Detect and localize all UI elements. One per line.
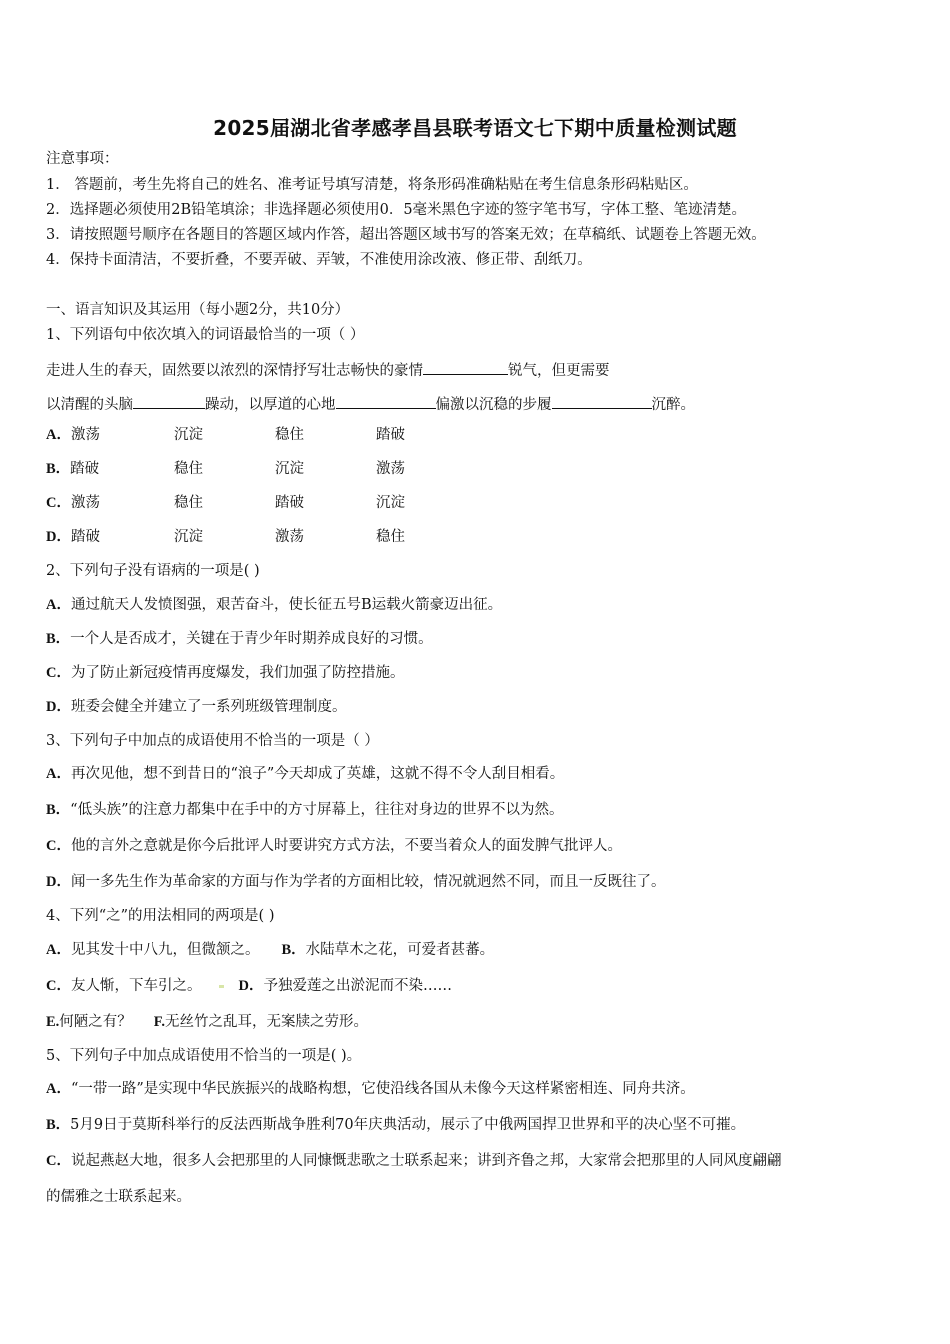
q1-passage-text: 走进人生的春天，固然要以浓烈的深情抒写壮志畅快的豪情 [46,363,423,379]
option-letter: B． [46,631,71,647]
option-letter: C． [46,665,71,681]
q5-option-c-continuation: 的儒雅之士联系起来。 [46,1189,191,1205]
answer-blank [423,360,508,375]
q1-option-d [46,529,477,546]
option-word: 激荡 [70,495,100,511]
page-title: 2025届湖北省孝感孝昌县联考语文七下期中质量检测试题 [213,116,737,140]
q2-stem: 2、下列句子没有语病的一项是( ) [46,563,260,579]
option-letter: A． [46,942,71,958]
answer-blank [133,394,205,409]
q1-stem: 1、下列语句中依次填入的词语最恰当的一项（ ） [46,327,365,343]
q5-option-c [46,1153,781,1170]
notice-item-1: 1． 答题前，考生先将自己的姓名、准考证号填写清楚，将条形码准确粘贴在考生信息条形码粘贴区。 [46,177,698,193]
option-word: 沉淀 [174,427,203,443]
q1-passage-text: 偏激以沉稳的步履 [435,397,552,413]
answer-blank [336,394,436,409]
option-letter: D． [46,529,71,545]
option-text: “低头族”的注意力都集中在手中的方寸屏幕上，往往对身边的世界不以为然。 [70,802,564,818]
option-word: 激荡 [70,427,100,443]
option-letter: A． [46,766,71,782]
q4-options-ab [46,942,494,959]
option-letter: B． [46,461,71,477]
option-letter: D． [238,978,264,994]
notice-heading: 注意事项： [46,151,119,167]
q2-option-c [46,665,404,682]
option-word: 沉淀 [275,461,304,477]
q4-options-ef [46,1014,368,1031]
option-letter: F. [153,1014,165,1030]
option-text: 一个人是否成才，关键在于青少年时期养成良好的习惯。 [70,631,433,647]
q1-option-a [46,427,477,444]
option-word: 稳住 [174,461,203,477]
q2-option-d [46,699,346,716]
option-text: 班委会健全并建立了一系列班级管理制度。 [70,699,347,715]
option-word: 激荡 [275,529,304,545]
option-text: “一带一路”是实现中华民族振兴的战略构想，它使沿线各国从未像今天这样紧密相连、同舟共济。 [70,1081,695,1097]
section-heading: 一、语言知识及其运用（每小题2分，共10分） [46,302,350,318]
option-word: 沉淀 [376,495,405,511]
option-text: 见其发十中八九，但微颔之。 [70,942,260,958]
q1-passage-text: 锐气，但更需要 [508,363,610,379]
notice-item-3: 3．请按照题号顺序在各题目的答题区域内作答，超出答题区域书写的答案无效；在草稿纸、试题卷上答题无效。 [46,227,766,243]
option-letter: C． [46,838,71,854]
option-word: 踏破 [70,461,100,477]
q1-passage-line-2 [46,394,695,414]
option-text: 何陋之有？ [59,1014,132,1030]
option-letter: D． [46,874,71,890]
option-letter: C． [46,495,71,511]
option-word: 踏破 [70,529,100,545]
q3-stem: 3、下列句子中加点的成语使用不恰当的一项是（ ） [46,733,379,749]
option-text: 闻一多先生作为革命家的方面与作为学者的方面相比较，情况就迥然不同，而且一反既往了。 [70,874,666,890]
q1-passage-text: 沉醉。 [651,397,695,413]
q5-option-b [46,1117,745,1134]
option-letter: C． [46,1153,71,1169]
option-text: 水陆草木之花，可爱者甚蕃。 [305,942,495,958]
option-text: 他的言外之意就是你今后批评人时要讲究方式方法，不要当着众人的面发脾气批评人。 [70,838,622,854]
q1-option-c [46,495,477,512]
q4-stem: 4、下列“之”的用法相同的两项是( ) [46,908,275,924]
option-word: 沉淀 [174,529,203,545]
option-word: 踏破 [376,427,405,443]
option-text: 再次见他，想不到昔日的“浪子”今天却成了英雄，这就不得不令人刮目相看。 [70,766,565,782]
option-letter: B． [46,1117,71,1133]
answer-blank [552,394,652,409]
q3-option-a [46,766,564,783]
q5-stem: 5、下列句子中加点成语使用不恰当的一项是( )。 [46,1048,362,1064]
option-letter: B． [281,942,306,958]
option-letter: C． [46,978,71,994]
option-text: 予独爱莲之出淤泥而不染…… [263,978,452,994]
option-word: 稳住 [174,495,203,511]
option-text: 5月9日于莫斯科举行的反法西斯战争胜利70年庆典活动，展示了中俄两国捍卫世界和平的决心坚不可摧。 [70,1117,746,1133]
option-letter: A． [46,1081,71,1097]
option-text: 无丝竹之乱耳，无案牍之劳形。 [164,1014,368,1030]
option-text: 通过航天人发愤图强，艰苦奋斗，使长征五号B运载火箭豪迈出征。 [70,597,503,613]
q4-options-cd [46,978,452,995]
option-letter: A． [46,427,71,443]
q1-passage-text: 躁动，以厚道的心地 [205,397,336,413]
q1-passage-line-1 [46,360,610,380]
option-word: 稳住 [275,427,304,443]
option-text: 说起燕赵大地，很多人会把那里的人同慷慨悲歌之士联系起来；讲到齐鲁之邦，大家常会把那里的人同风度翩翩 [70,1153,782,1169]
notice-item-4: 4．保持卡面清洁，不要折叠，不要弄破、弄皱，不准使用涂改液、修正带、刮纸刀。 [46,252,592,268]
option-word: 踏破 [275,495,304,511]
option-word: 激荡 [376,461,405,477]
q1-option-b [46,461,477,478]
q3-option-d [46,874,665,891]
q1-passage-text: 以清醒的头脑 [46,397,133,413]
q2-option-a [46,597,502,614]
notice-item-2: 2．选择题必须使用2B铅笔填涂；非选择题必须使用0．5毫米黑色字迹的签字笔书写，字体工整、笔迹清楚。 [46,202,747,218]
option-word: 稳住 [376,529,405,545]
option-text: 为了防止新冠疫情再度爆发，我们加强了防控措施。 [70,665,405,681]
option-letter: B． [46,802,71,818]
q2-option-b [46,631,433,648]
q3-option-b [46,802,564,819]
scan-mark [219,985,224,988]
q5-option-a [46,1081,695,1098]
option-letter: D． [46,699,71,715]
option-letter: E. [46,1014,60,1030]
option-letter: A． [46,597,71,613]
q3-option-c [46,838,622,855]
option-text: 友人惭，下车引之。 [70,978,202,994]
